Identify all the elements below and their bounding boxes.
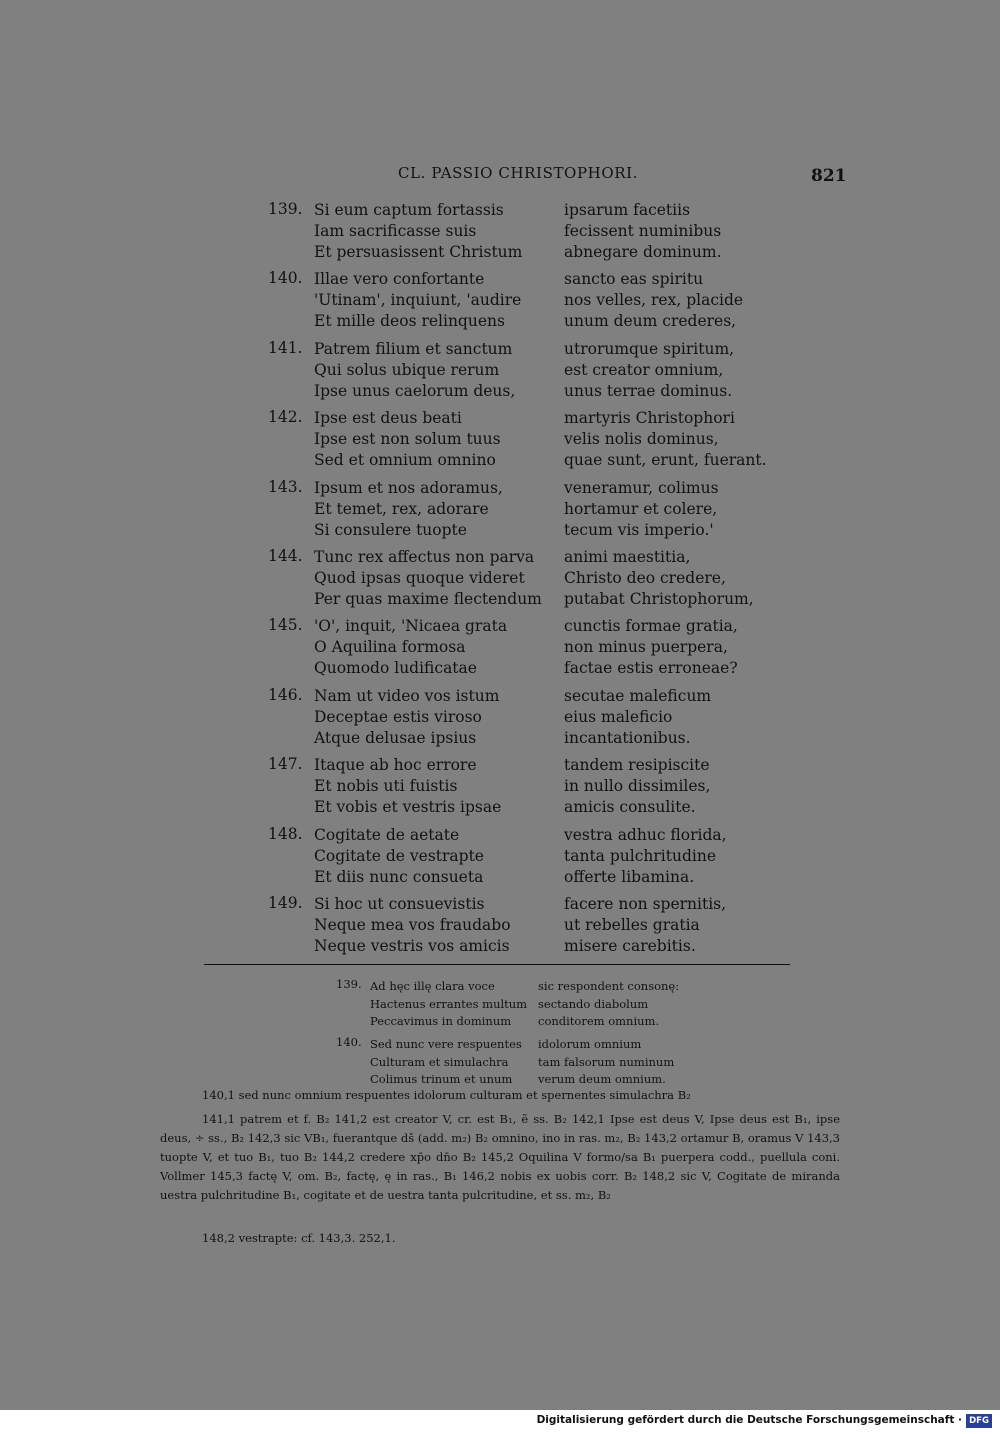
stanza-number: 141.	[268, 338, 303, 357]
stanza	[0, 269, 1000, 338]
verse-line	[0, 707, 1000, 728]
verse-first-half: Colimus trinum et unum	[370, 1072, 513, 1086]
verse-first-half: Sed nunc vere respuentes	[370, 1037, 522, 1051]
verse-first-half: Patrem filium et sanctum	[314, 339, 513, 358]
verse-first-half: Et diis nunc consueta	[314, 867, 484, 886]
verse-first-half: O Aquilina formosa	[314, 638, 466, 657]
verse-first-half: Quod ipsas quoque videret	[314, 568, 525, 587]
alternate-stanza	[0, 1035, 1000, 1093]
verse-first-half: Peccavimus in dominum	[370, 1014, 512, 1028]
verse-first-half: Cogitate de aetate	[314, 825, 460, 844]
verse-second-half: incantationibus.	[564, 728, 691, 747]
stanza-number: 142.	[268, 408, 303, 427]
stanza	[0, 408, 1000, 477]
verse-line	[0, 686, 1000, 707]
alternate-stanza	[0, 977, 1000, 1035]
verse-first-half: Sed et omnium omnino	[314, 451, 496, 470]
stanza	[0, 200, 1000, 269]
verse-line	[0, 977, 1000, 995]
verse-second-half: misere carebitis.	[564, 936, 696, 955]
verse-line	[0, 429, 1000, 450]
verse-second-half: velis nolis dominus,	[564, 430, 719, 449]
verse-second-half: tam falsorum numinum	[538, 1054, 675, 1069]
verse-line	[0, 499, 1000, 520]
verse-line	[0, 776, 1000, 797]
verse-line	[0, 311, 1000, 332]
verse-line	[0, 381, 1000, 402]
verse-line	[0, 995, 1000, 1013]
verse-first-half: Atque delusae ipsius	[314, 728, 477, 747]
verse-first-half: Ipse est deus beati	[314, 409, 462, 428]
verse-second-half: animi maestitia,	[564, 547, 691, 566]
verse-second-half: nos velles, rex, placide	[564, 291, 744, 310]
verse-second-half: tandem resipiscite	[564, 756, 710, 775]
verse-first-half: Nam ut video vos istum	[314, 686, 500, 705]
verse-line	[0, 797, 1000, 818]
verse-first-half: Tunc rex affectus non parva	[314, 547, 535, 566]
digitization-footer	[0, 1410, 1000, 1434]
apparatus-notes: 141,1 patrem et f. B₂ 141,2 est creator V, cr. est B₁, ẽ ss. B₂ 142,1 Ipse est deus V, Ipse deus est B₁, ipse deus, ÷ ss., B₂ 142,3 sic VB₁, fuerantque dš (add. m₂) B₂ omnino, ino in ras. m₂, B₂ 143,2 ortamur B, oramus V 143,3 tuopte V, et tuo B₁, tuo B₂ 144,2 credere xp̄o dn̄o B₂ 145,2 Oquilina V formo/sa B₁ puerpera codd., puellula coni. Vollmer 145,3 factę V, om. B₂, factę, ę in ras., B₁ 146,2 nobis ex uobis corr. B₂ 148,2 sic V, Cogitate de miranda uestra pulchritudine B₁, cogitate et de uestra tanta pulcritudine, et ss. m₂, B₂	[160, 1112, 840, 1202]
dfg-logo: DFG	[966, 1414, 992, 1428]
stanza	[0, 547, 1000, 616]
verse-line	[0, 478, 1000, 499]
stanza-number: 143.	[268, 477, 303, 496]
verse-line	[0, 658, 1000, 679]
verse-line	[0, 290, 1000, 311]
page-number: 821	[811, 166, 847, 186]
verse-line	[0, 589, 1000, 610]
verse-second-half: eius maleficio	[564, 707, 673, 726]
verse-line	[0, 360, 1000, 381]
verse-second-half: sic respondent consonę:	[538, 979, 680, 993]
verse-second-half: unus terrae dominus.	[564, 381, 733, 400]
verse-second-half: fecissent numinibus	[564, 222, 722, 240]
verse-second-half: offerte libamina.	[564, 867, 695, 886]
verse-second-half: secutae maleficum	[564, 686, 712, 705]
verse-first-half: Iam sacrificasse suis	[314, 222, 477, 240]
verse-first-half: Ipse unus caelorum deus,	[314, 381, 516, 400]
verse-second-half: hortamur et colere,	[564, 499, 718, 518]
alternate-stanzas	[0, 977, 1000, 1093]
verse-first-half: Quomodo ludificatae	[314, 659, 477, 678]
verse-first-half: Ipse est non solum tuus	[314, 430, 501, 449]
verse-line	[0, 825, 1000, 846]
stanza-number: 147.	[268, 755, 303, 774]
apparatus-reference: 148,2 vestrapte: cf. 143,3. 252,1.	[202, 1231, 396, 1245]
verse-second-half: ipsarum facetiis	[564, 201, 691, 219]
verse-line	[0, 450, 1000, 471]
verse-line	[0, 547, 1000, 568]
poem-stanzas	[0, 200, 1000, 963]
verse-line	[0, 867, 1000, 888]
verse-line	[0, 1053, 1000, 1071]
verse-first-half: 'O', inquit, 'Nicaea grata	[314, 617, 508, 636]
page-header	[0, 164, 1000, 190]
stanza	[0, 616, 1000, 685]
verse-first-half: Et vobis et vestris ipsae	[314, 798, 502, 817]
verse-first-half: Et temet, rex, adorare	[314, 499, 489, 518]
stanza-number: 140.	[336, 1035, 362, 1049]
verse-line	[0, 339, 1000, 360]
verse-first-half: Neque mea vos fraudabo	[314, 915, 511, 934]
running-title: CL. PASSIO CHRISTOPHORI.	[398, 164, 639, 182]
verse-second-half: verum deum omnium.	[538, 1072, 666, 1086]
stanza	[0, 686, 1000, 755]
verse-second-half: ut rebelles gratia	[564, 915, 700, 934]
verse-first-half: Si consulere tuopte	[314, 520, 467, 539]
verse-line	[0, 616, 1000, 637]
verse-first-half: Et persuasissent Christum	[314, 243, 523, 261]
verse-second-half: abnegare dominum.	[564, 243, 722, 261]
stanza-number: 144.	[268, 546, 303, 565]
verse-line	[0, 200, 1000, 221]
verse-line	[0, 936, 1000, 957]
verse-line	[0, 568, 1000, 589]
verse-second-half: cunctis formae gratia,	[564, 617, 738, 636]
stanza-number: 140.	[268, 269, 303, 288]
verse-first-half: Culturam et simulachra	[370, 1054, 509, 1069]
verse-first-half: Si hoc ut consuevistis	[314, 894, 485, 913]
verse-second-half: utrorumque spiritum,	[564, 339, 735, 358]
verse-first-half: Si eum captum fortassis	[314, 201, 504, 219]
stanza-number: 146.	[268, 685, 303, 704]
verse-second-half: tanta pulchritudine	[564, 846, 716, 865]
verse-line	[0, 637, 1000, 658]
stanza	[0, 755, 1000, 824]
verse-second-half: conditorem omnium.	[538, 1014, 660, 1028]
verse-second-half: vestra adhuc florida,	[564, 825, 727, 844]
verse-first-half: 'Utinam', inquiunt, 'audire	[314, 291, 522, 310]
verse-line	[0, 221, 1000, 242]
verse-first-half: Ad hęc illę clara voce	[370, 979, 495, 993]
stanza	[0, 339, 1000, 408]
verse-second-half: unum deum crederes,	[564, 312, 737, 331]
verse-second-half: in nullo dissimiles,	[564, 777, 711, 796]
footnote-divider	[204, 964, 790, 965]
verse-line	[0, 1035, 1000, 1053]
verse-second-half: putabat Christophorum,	[564, 589, 754, 608]
verse-second-half: quae sunt, erunt, fuerant.	[564, 451, 767, 470]
stanza	[0, 894, 1000, 963]
verse-second-half: martyris Christophori	[564, 409, 735, 428]
stanza-number: 139.	[336, 977, 362, 991]
verse-first-half: Hactenus errantes multum	[370, 996, 528, 1011]
verse-second-half: facere non spernitis,	[564, 894, 727, 913]
verse-line	[0, 242, 1000, 263]
verse-second-half: factae estis erroneae?	[564, 659, 738, 678]
stanza	[0, 478, 1000, 547]
verse-line	[0, 269, 1000, 290]
verse-first-half: Deceptae estis viroso	[314, 707, 482, 726]
stanza-number: 139.	[268, 200, 303, 218]
verse-first-half: Itaque ab hoc errore	[314, 756, 477, 775]
verse-line	[0, 894, 1000, 915]
verse-line	[0, 728, 1000, 749]
verse-first-half: Qui solus ubique rerum	[314, 360, 500, 379]
stanza-number: 145.	[268, 616, 303, 635]
verse-line	[0, 408, 1000, 429]
stanza-number: 148.	[268, 824, 303, 843]
verse-second-half: non minus puerpera,	[564, 638, 728, 657]
verse-line	[0, 755, 1000, 776]
stanza	[0, 825, 1000, 894]
verse-second-half: veneramur, colimus	[564, 478, 719, 497]
stanza-number: 149.	[268, 893, 303, 912]
verse-second-half: sancto eas spiritu	[564, 270, 704, 289]
verse-first-half: Illae vero confortante	[314, 270, 485, 289]
verse-second-half: amicis consulite.	[564, 798, 696, 817]
verse-second-half: tecum vis imperio.'	[564, 520, 714, 539]
verse-second-half: est creator omnium,	[564, 360, 724, 379]
verse-first-half: Cogitate de vestrapte	[314, 846, 484, 865]
verse-first-half: Et nobis uti fuistis	[314, 777, 458, 796]
verse-first-half: Ipsum et nos adoramus,	[314, 478, 503, 497]
verse-line	[0, 846, 1000, 867]
verse-line	[0, 915, 1000, 936]
verse-second-half: Christo deo credere,	[564, 568, 726, 587]
verse-line	[0, 520, 1000, 541]
verse-first-half: Et mille deos relinquens	[314, 312, 505, 331]
verse-first-half: Neque vestris vos amicis	[314, 936, 510, 955]
verse-second-half: idolorum omnium	[538, 1037, 642, 1051]
funding-credit: Digitalisierung gefördert durch die Deutsche Forschungsgemeinschaft ·	[536, 1414, 962, 1426]
verse-second-half: sectando diabolum	[538, 996, 649, 1011]
apparatus-line-1: 140,1 sed nunc omnium respuentes idolorum culturam et spernentes simulachra B₂	[202, 1088, 691, 1102]
verse-line	[0, 1012, 1000, 1030]
verse-first-half: Per quas maxime flectendum	[314, 589, 542, 608]
